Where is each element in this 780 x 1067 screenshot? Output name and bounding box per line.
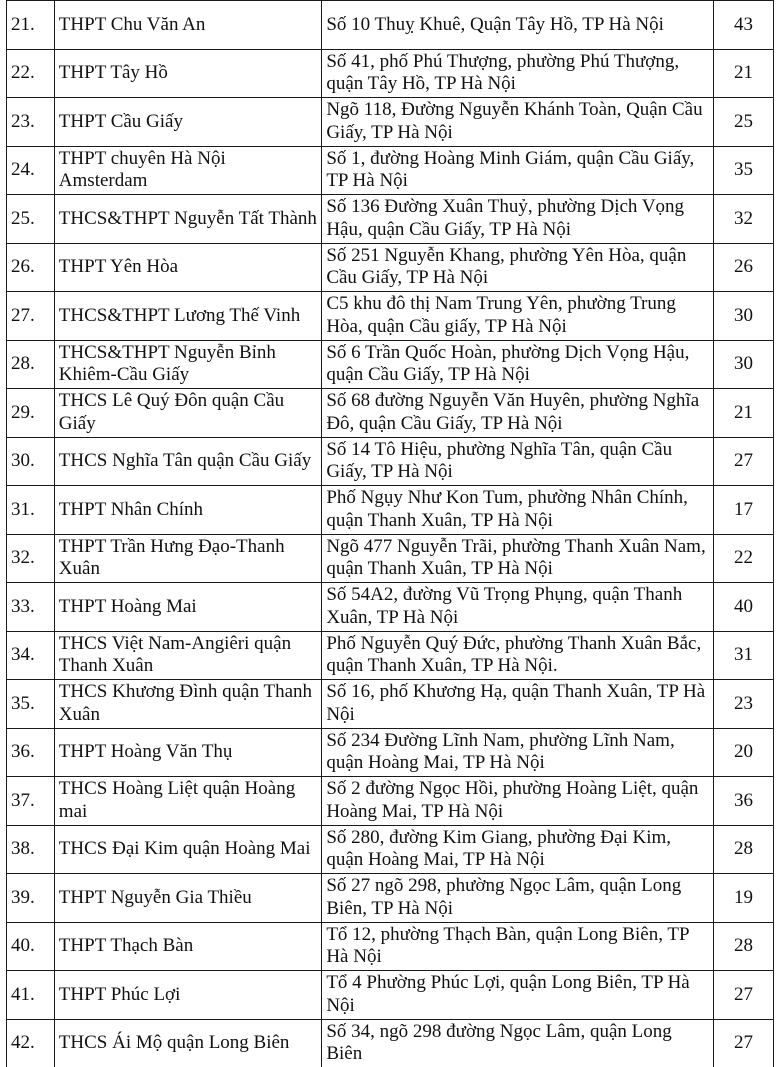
school-address: Số 6 Trần Quốc Hoàn, phường Dịch Vọng Hậu, quận Cầu Giấy, TP Hà Nội — [322, 340, 714, 389]
school-name: THCS Lê Quý Đôn quận Cầu Giấy — [54, 389, 322, 438]
school-name: THPT Phúc Lợi — [54, 971, 322, 1020]
row-number: 37. — [7, 777, 55, 826]
school-name: THCS&THPT Nguyễn Tất Thành — [54, 195, 322, 244]
row-count: 22 — [713, 534, 773, 583]
school-name: THPT Hoàng Văn Thụ — [54, 728, 322, 777]
table-row — [7, 583, 774, 632]
school-address: Ngõ 477 Nguyễn Trãi, phường Thanh Xuân Nam, quận Thanh Xuân, TP Hà Nội — [322, 534, 714, 583]
row-number: 22. — [7, 49, 55, 98]
row-count: 27 — [713, 437, 773, 486]
school-address: Số 16, phố Khương Hạ, quận Thanh Xuân, TP Hà Nội — [322, 680, 714, 729]
row-count: 30 — [713, 340, 773, 389]
school-name: THPT Nhân Chính — [54, 486, 322, 535]
school-address: Số 68 đường Nguyễn Văn Huyên, phường Nghĩa Đô, quận Cầu Giấy, TP Hà Nội — [322, 389, 714, 438]
school-name: THPT Nguyễn Gia Thiều — [54, 874, 322, 923]
row-count: 26 — [713, 243, 773, 292]
row-count: 43 — [713, 1, 773, 50]
school-name: THCS Hoàng Liệt quận Hoàng mai — [54, 777, 322, 826]
row-number: 42. — [7, 1019, 55, 1067]
row-number: 30. — [7, 437, 55, 486]
school-address: Số 280, đường Kim Giang, phường Đại Kim, quận Hoàng Mai, TP Hà Nội — [322, 825, 714, 874]
table-row — [7, 922, 774, 971]
table-row — [7, 146, 774, 195]
table-row — [7, 389, 774, 438]
row-number: 25. — [7, 195, 55, 244]
school-name: THPT chuyên Hà Nội Amsterdam — [54, 146, 322, 195]
school-name: THCS&THPT Nguyễn Bỉnh Khiêm-Cầu Giấy — [54, 340, 322, 389]
row-count: 23 — [713, 680, 773, 729]
table-row — [7, 292, 774, 341]
table-row — [7, 534, 774, 583]
row-count: 21 — [713, 389, 773, 438]
school-address: Số 2 đường Ngọc Hồi, phường Hoàng Liệt, quận Hoàng Mai, TP Hà Nội — [322, 777, 714, 826]
row-number: 40. — [7, 922, 55, 971]
school-name: THPT Tây Hồ — [54, 49, 322, 98]
school-address: C5 khu đô thị Nam Trung Yên, phường Trung Hòa, quận Cầu giấy, TP Hà Nội — [322, 292, 714, 341]
row-number: 41. — [7, 971, 55, 1020]
school-name: THCS Nghĩa Tân quận Cầu Giấy — [54, 437, 322, 486]
row-number: 34. — [7, 631, 55, 680]
row-number: 29. — [7, 389, 55, 438]
school-name: THPT Trần Hưng Đạo-Thanh Xuân — [54, 534, 322, 583]
table-row — [7, 98, 774, 147]
table-row — [7, 1019, 774, 1067]
school-address: Số 10 Thuỵ Khuê, Quận Tây Hồ, TP Hà Nội — [322, 1, 714, 50]
school-address: Phố Nguyễn Quý Đức, phường Thanh Xuân Bắc, quận Thanh Xuân, TP Hà Nội. — [322, 631, 714, 680]
row-count: 17 — [713, 486, 773, 535]
school-name: THPT Thạch Bàn — [54, 922, 322, 971]
row-number: 38. — [7, 825, 55, 874]
row-count: 28 — [713, 825, 773, 874]
table-row — [7, 777, 774, 826]
row-count: 27 — [713, 1019, 773, 1067]
table-row — [7, 340, 774, 389]
table-row — [7, 874, 774, 923]
table-row — [7, 728, 774, 777]
table-row — [7, 437, 774, 486]
table-row — [7, 1, 774, 50]
row-count: 40 — [713, 583, 773, 632]
school-name: THPT Hoàng Mai — [54, 583, 322, 632]
school-address: Số 234 Đường Lĩnh Nam, phường Lĩnh Nam, quận Hoàng Mai, TP Hà Nội — [322, 728, 714, 777]
table-row — [7, 680, 774, 729]
school-name: THPT Yên Hòa — [54, 243, 322, 292]
school-name: THCS Ái Mộ quận Long Biên — [54, 1019, 322, 1067]
school-address: Số 54A2, đường Vũ Trọng Phụng, quận Thanh Xuân, TP Hà Nội — [322, 583, 714, 632]
table-row — [7, 486, 774, 535]
row-count: 25 — [713, 98, 773, 147]
table-row — [7, 195, 774, 244]
table-row — [7, 971, 774, 1020]
table-row — [7, 243, 774, 292]
row-number: 39. — [7, 874, 55, 923]
school-table-body — [7, 1, 774, 1067]
school-address: Số 251 Nguyễn Khang, phường Yên Hòa, quận Cầu Giấy, TP Hà Nội — [322, 243, 714, 292]
row-number: 36. — [7, 728, 55, 777]
school-address: Tổ 4 Phường Phúc Lợi, quận Long Biên, TP Hà Nội — [322, 971, 714, 1020]
school-name: THPT Cầu Giấy — [54, 98, 322, 147]
school-address: Số 1, đường Hoàng Minh Giám, quận Cầu Giấy, TP Hà Nội — [322, 146, 714, 195]
table-row — [7, 49, 774, 98]
school-address: Tổ 12, phường Thạch Bàn, quận Long Biên, TP Hà Nội — [322, 922, 714, 971]
school-table — [6, 0, 774, 1067]
school-address: Số 27 ngõ 298, phường Ngọc Lâm, quận Long Biên, TP Hà Nội — [322, 874, 714, 923]
row-number: 35. — [7, 680, 55, 729]
row-count: 21 — [713, 49, 773, 98]
school-name: THCS&THPT Lương Thế Vinh — [54, 292, 322, 341]
row-count: 31 — [713, 631, 773, 680]
school-address: Ngõ 118, Đường Nguyễn Khánh Toàn, Quận Cầu Giấy, TP Hà Nội — [322, 98, 714, 147]
school-address: Số 14 Tô Hiệu, phường Nghĩa Tân, quận Cầu Giấy, TP Hà Nội — [322, 437, 714, 486]
row-number: 21. — [7, 1, 55, 50]
school-address: Số 34, ngõ 298 đường Ngọc Lâm, quận Long Biên — [322, 1019, 714, 1067]
row-number: 28. — [7, 340, 55, 389]
school-name: THCS Việt Nam-Angiêri quận Thanh Xuân — [54, 631, 322, 680]
row-count: 36 — [713, 777, 773, 826]
table-row — [7, 825, 774, 874]
row-count: 20 — [713, 728, 773, 777]
row-number: 32. — [7, 534, 55, 583]
row-number: 31. — [7, 486, 55, 535]
school-address: Phố Ngụy Như Kon Tum, phường Nhân Chính, quận Thanh Xuân, TP Hà Nội — [322, 486, 714, 535]
school-name: THCS Khương Đình quận Thanh Xuân — [54, 680, 322, 729]
row-number: 23. — [7, 98, 55, 147]
row-count: 30 — [713, 292, 773, 341]
row-count: 32 — [713, 195, 773, 244]
row-number: 33. — [7, 583, 55, 632]
row-number: 27. — [7, 292, 55, 341]
row-count: 35 — [713, 146, 773, 195]
school-name: THCS Đại Kim quận Hoàng Mai — [54, 825, 322, 874]
school-name: THPT Chu Văn An — [54, 1, 322, 50]
row-count: 19 — [713, 874, 773, 923]
row-number: 26. — [7, 243, 55, 292]
row-count: 28 — [713, 922, 773, 971]
table-row — [7, 631, 774, 680]
row-count: 27 — [713, 971, 773, 1020]
school-address: Số 41, phố Phú Thượng, phường Phú Thượng, quận Tây Hồ, TP Hà Nội — [322, 49, 714, 98]
row-number: 24. — [7, 146, 55, 195]
school-address: Số 136 Đường Xuân Thuỷ, phường Dịch Vọng Hậu, quận Cầu Giấy, TP Hà Nội — [322, 195, 714, 244]
